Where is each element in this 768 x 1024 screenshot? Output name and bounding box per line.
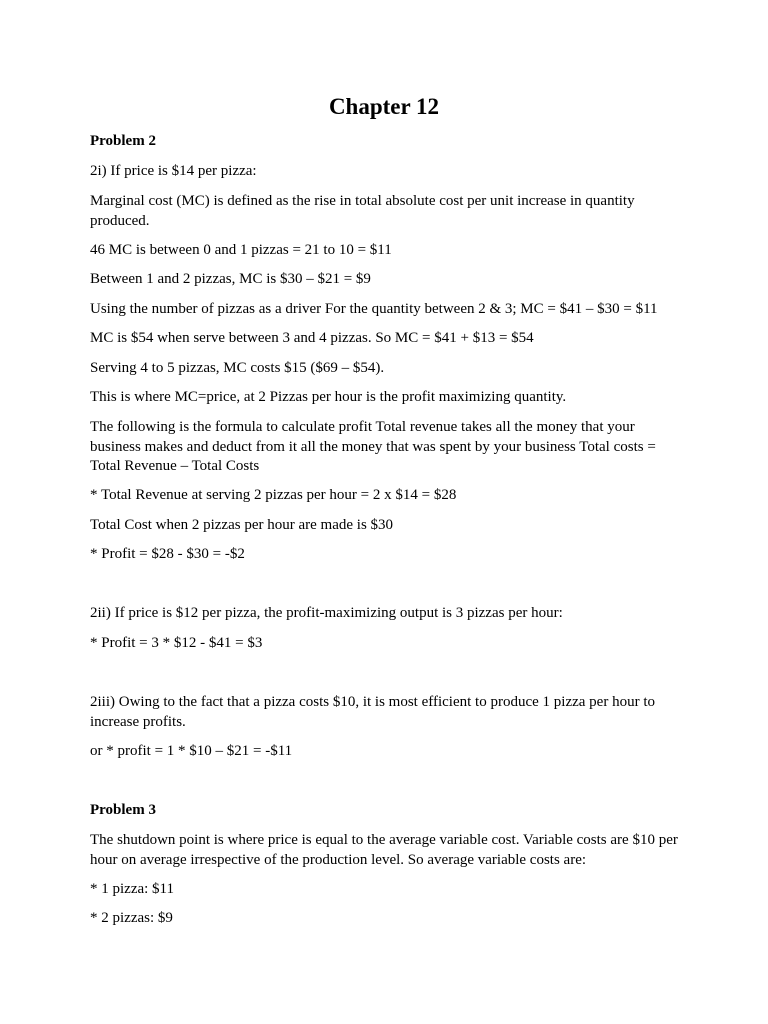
paragraph-2i-intro: 2i) If price is $14 per pizza: xyxy=(90,163,257,179)
paragraph-mc-price: This is where MC=price, at 2 Pizzas per hour is the profit maximizing quantity. xyxy=(90,389,567,405)
paragraph-profit-2i: * Profit = $28 - $30 = -$2 xyxy=(90,546,245,562)
paragraph-mc-4-5: Serving 4 to 5 pizzas, MC costs $15 ($69 – $54). xyxy=(90,360,385,376)
paragraph-mc-3-4: MC is $54 when serve between 3 and 4 pizzas. So MC = $41 + $13 = $54 xyxy=(90,330,534,346)
paragraph-2iii-intro: 2iii) Owing to the fact that a pizza costs $10, it is most efficient to produce 1 pizza per hour to increase profits. xyxy=(90,694,655,730)
paragraph-mc-definition: Marginal cost (MC) is defined as the rise in total absolute cost per unit increase in quantity produced. xyxy=(90,193,635,229)
paragraph-mc-1-2: Between 1 and 2 pizzas, MC is $30 – $21 = $9 xyxy=(90,271,371,287)
page-title: Chapter 12 xyxy=(328,94,440,119)
paragraph-total-revenue: * Total Revenue at serving 2 pizzas per hour = 2 x $14 = $28 xyxy=(90,487,457,503)
paragraph-mc-0-1: 46 MC is between 0 and 1 pizzas = 21 to 10 = $11 xyxy=(90,242,392,258)
paragraph-shutdown: The shutdown point is where price is equal to the average variable cost. Variable costs are $10 per hour on average irrespective of the production level. So average variable costs are: xyxy=(90,832,678,868)
paragraph-profit-2ii: * Profit = 3 * $12 - $41 = $3 xyxy=(90,635,263,651)
paragraph-2ii-intro: 2ii) If price is $12 per pizza, the profit-maximizing output is 3 pizzas per hour: xyxy=(90,605,563,621)
paragraph-profit-2iii: or * profit = 1 * $10 – $21 = -$11 xyxy=(90,743,293,759)
list-item-avc-2: * 2 pizzas: $9 xyxy=(90,910,173,926)
list-item-avc-1: * 1 pizza: $11 xyxy=(90,881,175,897)
problem-3-heading: Problem 3 xyxy=(90,802,156,818)
paragraph-mc-2-3: Using the number of pizzas as a driver For the quantity between 2 & 3; MC = $41 – $30 = $11 xyxy=(90,301,658,317)
paragraph-total-cost: Total Cost when 2 pizzas per hour are made is $30 xyxy=(90,517,394,533)
problem-2-heading: Problem 2 xyxy=(90,133,156,149)
paragraph-profit-formula: The following is the formula to calculate profit Total revenue takes all the money that your business makes and deduct from it all the money that was spent by your business Total costs = Total Revenue – Total Costs xyxy=(90,419,656,474)
